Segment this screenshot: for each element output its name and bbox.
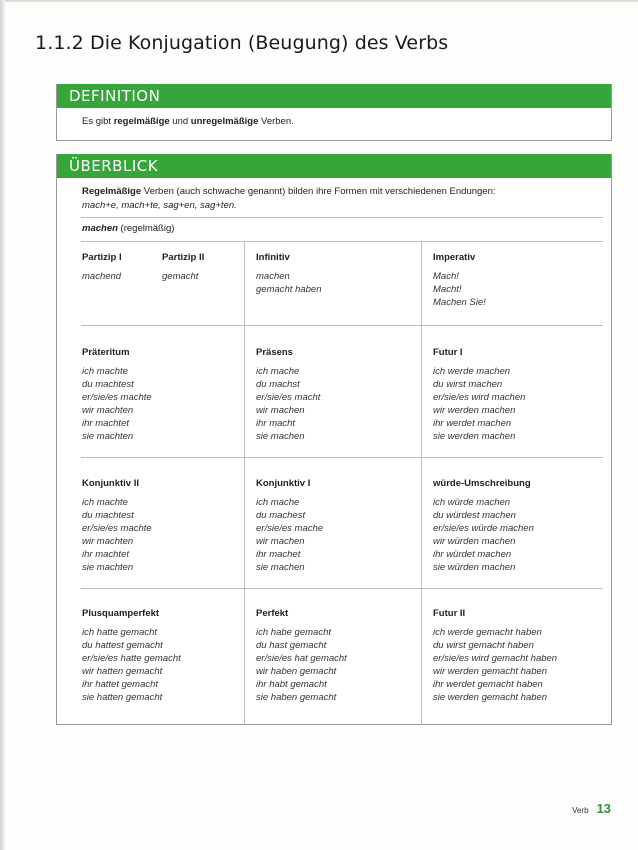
conjugation-form: ihr hattet gemacht: [82, 679, 159, 690]
conjugation-form: wir machten: [82, 536, 134, 547]
cell-futur-1: [433, 346, 525, 443]
conjugation-form: er/sie/es macht: [256, 392, 321, 403]
conjugation-form: sie machen: [256, 562, 305, 573]
page-binding-edge: [0, 0, 5, 850]
row-divider-2: [81, 457, 603, 458]
conjugation-form: er/sie/es hat gemacht: [256, 653, 347, 664]
conjugation-form: wir machen: [256, 405, 305, 416]
cell-head: Futur II: [433, 608, 466, 619]
conjugation-form: du wirst gemacht haben: [433, 640, 534, 651]
cell-futur-2: [433, 607, 557, 704]
conjugation-form: du machtest: [82, 379, 134, 390]
verb-name: machen: [82, 223, 118, 234]
cell-head: Partizip II: [162, 252, 205, 263]
conjugation-form: wir machten: [82, 405, 134, 416]
conjugation-form: gemacht haben: [256, 284, 322, 295]
conjugation-form: du machst: [256, 379, 300, 390]
conjugation-form: ich habe gemacht: [256, 627, 331, 638]
conjugation-form: sie machen: [256, 431, 305, 442]
form-list: [256, 626, 347, 704]
page-top-edge: [0, 0, 638, 2]
conjugation-form: ich werde gemacht haben: [433, 627, 542, 638]
conjugation-form: ich machte: [82, 497, 128, 508]
conjugation-form: er/sie/es würde machen: [433, 523, 534, 534]
cell-head: Futur I: [433, 347, 463, 358]
overview-header: ÜBERBLICK: [57, 154, 611, 178]
conjugation-form: du hattest gemacht: [82, 640, 163, 651]
conjugation-form: sie haben gemacht: [256, 692, 337, 703]
cell-head: Infinitiv: [256, 252, 290, 263]
conjugation-form: machend: [82, 271, 122, 282]
overview-intro-bold: Regelmäßige: [82, 186, 142, 197]
cell-konjunktiv-2: [82, 477, 152, 574]
form-list: [82, 270, 122, 283]
cell-head: Konjunktiv I: [256, 478, 311, 489]
conjugation-form: ihr machtet: [82, 549, 129, 560]
cell-head: Perfekt: [256, 608, 289, 619]
conjugation-form: er/sie/es hatte gemacht: [82, 653, 181, 664]
conjugation-form: er/sie/es wird machen: [433, 392, 526, 403]
cell-praesens: [256, 346, 320, 443]
conjugation-form: wir machen: [256, 536, 305, 547]
conjugation-form: ich würde machen: [433, 497, 511, 508]
cell-plusquamperfekt: [82, 607, 181, 704]
conjugation-form: ihr habt gemacht: [256, 679, 327, 690]
cell-partizip-2: [162, 251, 204, 283]
conjugation-form: ihr werdet gemacht haben: [433, 679, 543, 690]
definition-box: [56, 84, 612, 141]
cell-head: Plusquamperfekt: [82, 608, 160, 619]
cell-wuerde-umschreibung: [433, 477, 534, 574]
footer-chapter-word: Verb: [572, 806, 589, 815]
rule-after-verb: [81, 241, 603, 242]
form-list: [256, 270, 322, 296]
conjugation-form: sie werden machen: [433, 431, 516, 442]
conjugation-form: wir hatten gemacht: [82, 666, 163, 677]
conjugation-form: ich hatte gemacht: [82, 627, 157, 638]
page-number: 13: [596, 801, 611, 816]
conjugation-form: du wirst machen: [433, 379, 503, 390]
form-list: [82, 626, 181, 704]
conjugation-form: du würdest machen: [433, 510, 516, 521]
conjugation-form: du machest: [256, 510, 306, 521]
definition-text: [57, 108, 611, 127]
form-list: [82, 365, 152, 443]
conjugation-form: er/sie/es mache: [256, 523, 324, 534]
form-list: [433, 496, 534, 574]
conjugation-form: wir werden gemacht haben: [433, 666, 548, 677]
section-title: 1.1.2 Die Konjugation (Beugung) des Verbs: [35, 32, 449, 54]
definition-bold-regular: regelmäßige: [113, 116, 170, 127]
conjugation-form: machen: [256, 271, 290, 282]
rule-after-intro: [81, 217, 603, 218]
conjugation-form: gemacht: [162, 271, 199, 282]
cell-imperativ: [433, 251, 486, 309]
column-divider-2: [421, 241, 422, 725]
conjugation-form: ich werde machen: [433, 366, 511, 377]
conjugation-form: er/sie/es wird gemacht haben: [433, 653, 558, 664]
conjugation-form: Macht!: [433, 284, 462, 295]
cell-konjunktiv-1: [256, 477, 323, 574]
cell-head: Präteritum: [82, 347, 130, 358]
cell-head: würde-Umschreibung: [433, 478, 531, 489]
form-list: [82, 496, 152, 574]
conjugation-form: wir werden machen: [433, 405, 516, 416]
overview-intro-examples: mach+e, mach+te, sag+en, sag+ten.: [82, 200, 237, 211]
cell-perfekt: [256, 607, 347, 704]
cell-praeteritum: [82, 346, 152, 443]
conjugation-form: Machen Sie!: [433, 297, 486, 308]
row-divider-1: [81, 325, 603, 326]
conjugation-form: ihr würdet machen: [433, 549, 512, 560]
conjugation-form: wir würden machen: [433, 536, 516, 547]
verb-note: (regelmäßig): [117, 223, 175, 234]
conjugation-form: sie hatten gemacht: [82, 692, 163, 703]
page-footer: [572, 800, 611, 818]
definition-bold-irregular: unregelmäßige: [190, 116, 259, 127]
conjugation-form: du hast gemacht: [256, 640, 327, 651]
form-list: [433, 626, 557, 704]
conjugation-form: er/sie/es machte: [82, 523, 152, 534]
cell-head: Präsens: [256, 347, 293, 358]
overview-box: [56, 154, 612, 725]
conjugation-form: sie machten: [82, 562, 134, 573]
form-list: [256, 496, 323, 574]
definition-text-mid: und: [169, 116, 191, 127]
cell-head: Konjunktiv II: [82, 478, 139, 489]
cell-partizip-1: [82, 251, 122, 283]
row-divider-3: [81, 588, 603, 589]
conjugation-form: ich mache: [256, 366, 300, 377]
cell-infinitiv: [256, 251, 322, 296]
form-list: [162, 270, 204, 283]
conjugation-form: sie werden gemacht haben: [433, 692, 548, 703]
form-list: [433, 365, 525, 443]
overview-intro-text: Verben (auch schwache genannt) bilden ihre Formen mit verschiedenen Endungen:: [141, 186, 496, 197]
conjugation-form: ihr machet: [256, 549, 301, 560]
form-list: [256, 365, 320, 443]
definition-text-post: Verben.: [258, 116, 294, 127]
conjugation-form: ihr macht: [256, 418, 296, 429]
conjugation-form: sie würden machen: [433, 562, 516, 573]
conjugation-form: er/sie/es machte: [82, 392, 152, 403]
verb-label: [82, 223, 174, 234]
cell-head: Imperativ: [433, 252, 476, 263]
conjugation-form: wir haben gemacht: [256, 666, 337, 677]
conjugation-form: Mach!: [433, 271, 459, 282]
overview-intro: [57, 178, 611, 213]
conjugation-form: ich mache: [256, 497, 300, 508]
conjugation-form: du machtest: [82, 510, 134, 521]
column-divider-1: [244, 241, 245, 725]
definition-header: DEFINITION: [57, 84, 611, 108]
conjugation-form: ihr machtet: [82, 418, 129, 429]
conjugation-form: ich machte: [82, 366, 128, 377]
cell-head: Partizip I: [82, 252, 122, 263]
conjugation-form: sie machten: [82, 431, 134, 442]
conjugation-form: ihr werdet machen: [433, 418, 512, 429]
definition-text-pre: Es gibt: [82, 116, 114, 127]
form-list: [433, 270, 486, 309]
